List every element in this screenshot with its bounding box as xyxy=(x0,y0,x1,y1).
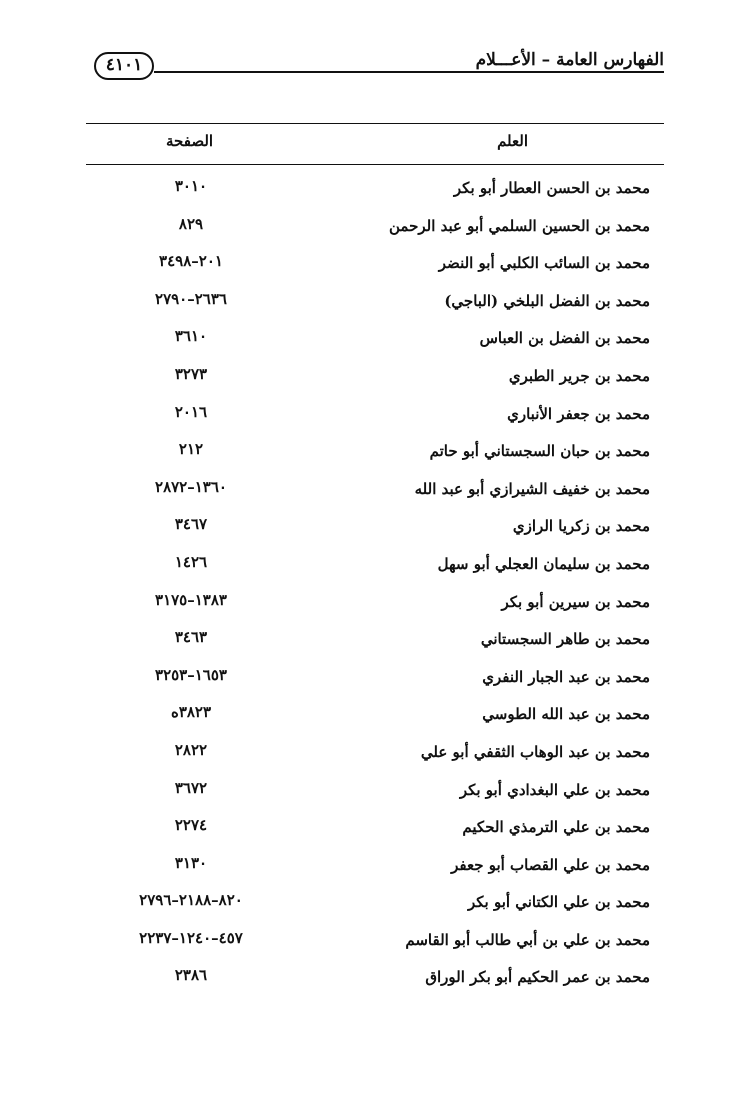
entry-pages: ٣٠١٠ xyxy=(174,177,208,195)
index-entries xyxy=(86,165,664,1000)
entry-pages: ٢١٢ xyxy=(178,440,204,459)
entry-pages: ٢٠١٦ xyxy=(174,402,208,421)
entry-pages: ٣٤٦٣ xyxy=(174,628,208,647)
index-entry xyxy=(86,474,664,512)
entry-pages: ٨٢٩ xyxy=(178,214,204,233)
column-header-page: الصفحة xyxy=(166,132,214,150)
column-header-name: العلم xyxy=(497,132,528,150)
entry-name: محمد بن سيرين أبو بكر xyxy=(501,592,650,611)
index-entry xyxy=(86,699,664,737)
entry-pages: ٣٤٦٧ xyxy=(174,515,208,534)
entry-name: محمد بن الحسن العطار أبو بكر xyxy=(453,179,650,197)
index-entry xyxy=(86,286,664,324)
index-entry xyxy=(86,962,664,1000)
index-entry xyxy=(86,887,664,925)
entry-pages: ٢٨٢٢ xyxy=(174,740,208,759)
index-entry xyxy=(86,511,664,549)
index-entry xyxy=(86,925,664,963)
index-entry xyxy=(86,850,664,888)
entry-pages: ٣٦٧٢ xyxy=(174,778,208,797)
entry-pages: ١٤٢٦ xyxy=(174,552,208,571)
index-entry xyxy=(86,662,664,700)
entry-name: محمد بن جعفر الأنباري xyxy=(507,404,650,423)
index-entry xyxy=(86,587,664,625)
entry-name: محمد بن حبان السجستاني أبو حاتم xyxy=(429,442,650,461)
entry-pages: ٣٦١٠ xyxy=(174,327,208,346)
entry-name: محمد بن سليمان العجلي أبو سهل xyxy=(437,554,650,573)
entry-name: محمد بن عمر الحكيم أبو بكر الوراق xyxy=(425,968,650,987)
index-entry xyxy=(86,211,664,249)
header-rule xyxy=(154,71,664,73)
entry-pages: ٤٥٧–١٢٤٠–٢٢٣٧ xyxy=(139,928,243,947)
entry-pages: ٢٠١–٣٤٩٨ xyxy=(159,252,223,271)
running-head: الفهارس العامة – الأعـــلام xyxy=(475,50,664,70)
entry-name: محمد بن الفضل بن العباس xyxy=(479,329,650,348)
index-table xyxy=(86,123,664,1000)
entry-name: محمد بن علي الكتاني أبو بكر xyxy=(467,893,650,912)
index-entry xyxy=(86,624,664,662)
entry-name: محمد بن عبد الجبار النفري xyxy=(482,667,650,686)
index-entry xyxy=(86,549,664,587)
page-number: ٤١٠١ xyxy=(94,52,154,80)
entry-name: محمد بن الحسين السلمي أبو عبد الرحمن xyxy=(388,216,650,235)
index-entry xyxy=(86,399,664,437)
entry-name: محمد بن جرير الطبري xyxy=(508,366,650,385)
entry-name: محمد بن عبد الله الطوسي xyxy=(482,705,650,724)
page-header xyxy=(86,48,664,88)
entry-name: محمد بن السائب الكلبي أبو النضر xyxy=(438,254,650,273)
entry-name: محمد بن زكريا الرازي xyxy=(512,517,650,536)
entry-name: محمد بن علي القصاب أبو جعفر xyxy=(451,855,650,874)
entry-pages: ٢٣٨٦ xyxy=(174,966,208,985)
entry-name: محمد بن طاهر السجستاني xyxy=(480,630,650,649)
entry-name: محمد بن الفضل البلخي (الباجي) xyxy=(444,291,650,310)
index-entry xyxy=(86,361,664,399)
index-entry xyxy=(86,436,664,474)
entry-name: محمد بن خفيف الشيرازي أبو عبد الله xyxy=(414,479,650,498)
table-header-row xyxy=(86,124,664,165)
entry-pages: ٢٢٧٤ xyxy=(174,816,208,835)
entry-pages: ١٦٥٣–٣٢٥٣ xyxy=(155,665,227,684)
index-entry xyxy=(86,323,664,361)
entry-name: محمد بن عبد الوهاب الثقفي أبو علي xyxy=(420,742,650,761)
index-entry xyxy=(86,173,664,211)
entry-pages: ٢٦٣٦–٢٧٩٠ xyxy=(155,289,227,308)
index-entry xyxy=(86,737,664,775)
entry-pages: ١٣٨٣–٣١٧٥ xyxy=(155,590,227,609)
index-entry xyxy=(86,775,664,813)
entry-name: محمد بن علي بن أبي طالب أبو القاسم xyxy=(405,930,650,949)
entry-name: محمد بن علي الترمذي الحكيم xyxy=(462,818,650,837)
entry-pages: ٨٢٠–٢١٨٨–٢٧٩٦ xyxy=(139,891,243,910)
entry-pages: ٣٨٢٣ه xyxy=(170,703,212,722)
entry-pages: ١٣٦٠–٢٨٧٢ xyxy=(155,477,227,496)
entry-pages: ٣٢٧٣ xyxy=(174,364,208,383)
entry-name: محمد بن علي البغدادي أبو بكر xyxy=(459,780,650,799)
index-entry xyxy=(86,248,664,286)
entry-pages: ٣١٣٠ xyxy=(174,853,208,872)
index-entry xyxy=(86,812,664,850)
